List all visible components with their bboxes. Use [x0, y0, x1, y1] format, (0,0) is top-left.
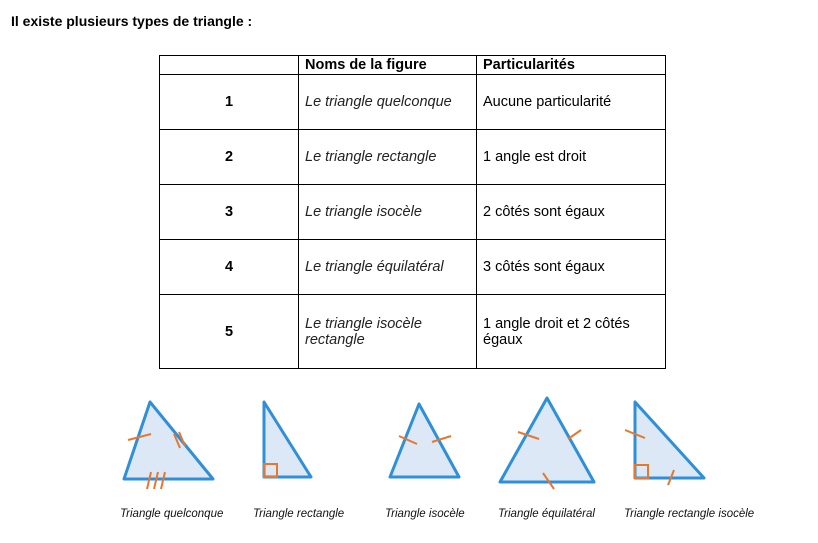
row-feature: 1 angle droit et 2 côtés égaux	[477, 295, 666, 369]
header-name: Noms de la figure	[299, 56, 477, 75]
triangle-types-table	[159, 55, 666, 369]
row-name: Le triangle quelconque	[299, 75, 477, 130]
equilateral-triangle-icon	[500, 398, 594, 489]
right-triangle-icon	[264, 402, 311, 477]
row-feature: 2 côtés sont égaux	[477, 185, 666, 240]
scalene-triangle-icon	[124, 402, 213, 489]
row-number: 3	[160, 185, 299, 240]
row-feature: 1 angle est droit	[477, 130, 666, 185]
caption-right-isosceles: Triangle rectangle isocèle	[624, 508, 755, 520]
row-number: 4	[160, 240, 299, 295]
table-row	[160, 130, 666, 185]
table-row	[160, 185, 666, 240]
caption-isosceles: Triangle isocèle	[385, 508, 465, 520]
page-heading: Il existe plusieurs types de triangle :	[11, 13, 253, 29]
row-feature: 3 côtés sont égaux	[477, 240, 666, 295]
row-name: Le triangle isocèle	[299, 185, 477, 240]
triangle-figures	[0, 390, 818, 530]
row-feature: Aucune particularité	[477, 75, 666, 130]
right-isosceles-triangle-icon	[625, 402, 704, 485]
row-name: Le triangle équilatéral	[299, 240, 477, 295]
row-number: 2	[160, 130, 299, 185]
row-number: 1	[160, 75, 299, 130]
caption-equilateral: Triangle équilatéral	[498, 508, 595, 520]
figures-drawing	[0, 390, 818, 490]
caption-scalene: Triangle quelconque	[120, 508, 224, 520]
header-feature: Particularités	[477, 56, 666, 75]
table-row	[160, 295, 666, 369]
table-row	[160, 75, 666, 130]
table-row	[160, 240, 666, 295]
caption-right: Triangle rectangle	[253, 508, 345, 520]
table-header-row	[160, 56, 666, 75]
header-number	[160, 56, 299, 75]
isosceles-triangle-icon	[390, 404, 459, 477]
row-number: 5	[160, 295, 299, 369]
row-name: Le triangle isocèle rectangle	[299, 295, 477, 369]
row-name: Le triangle rectangle	[299, 130, 477, 185]
